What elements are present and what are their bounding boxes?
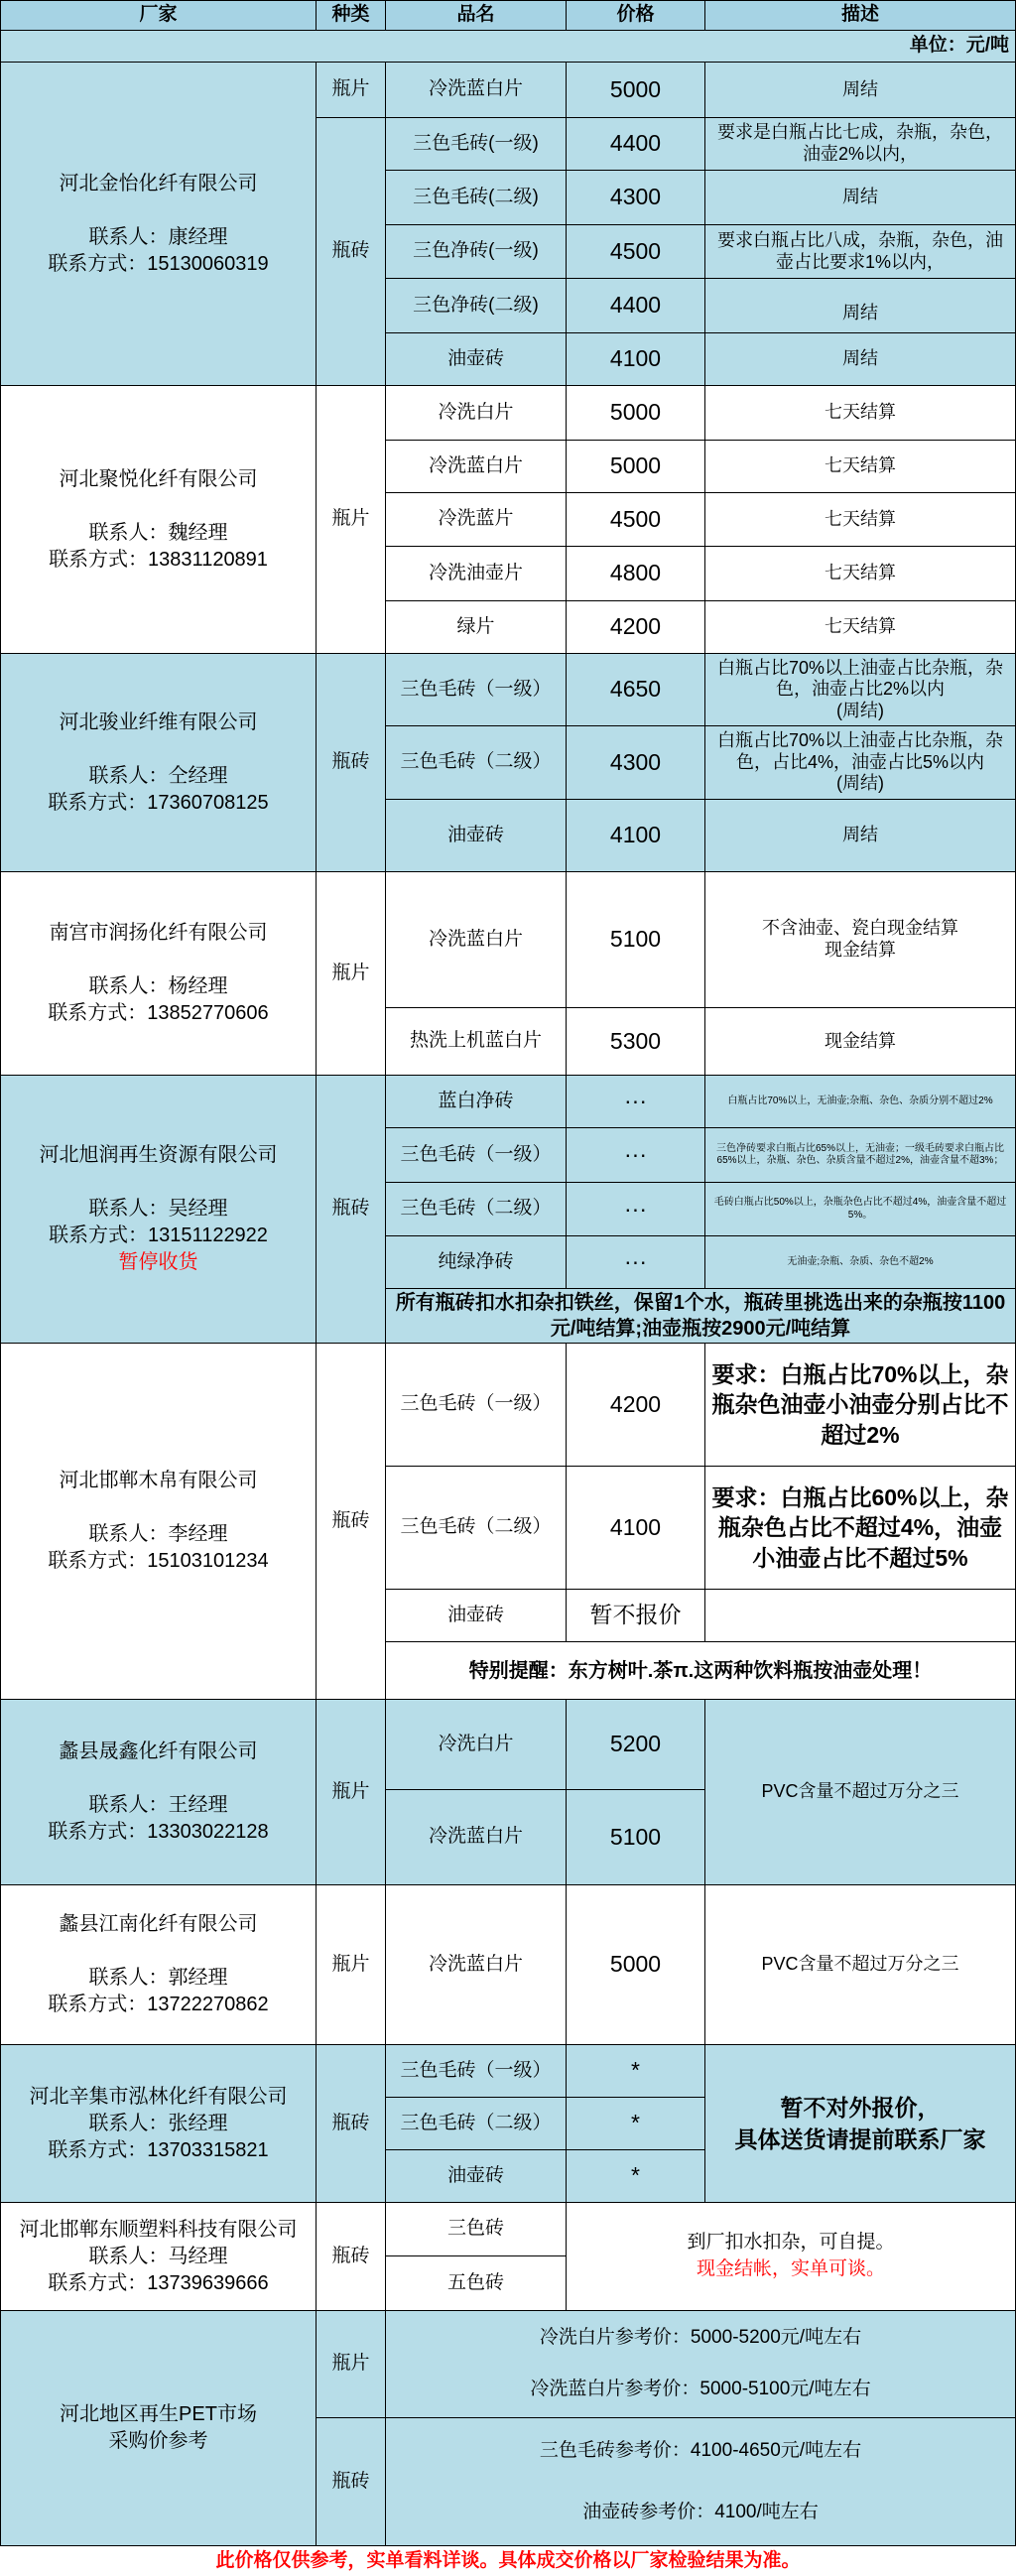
product-name: 蓝白净砖 xyxy=(386,1076,567,1128)
product-type: 瓶砖 xyxy=(317,118,386,386)
company-name: 蠡县江南化纤有限公司 xyxy=(59,1913,258,1935)
price: 4100 xyxy=(567,800,705,872)
reference-price-line: 三色毛砖参考价：4100-4650元/吨左右 xyxy=(539,2439,862,2461)
contact-phone: 联系方式：13739639666 xyxy=(48,2271,269,2294)
company-cell xyxy=(0,63,317,386)
contact-phone: 联系方式：13722270862 xyxy=(48,1994,269,2015)
company-note: 所有瓶砖扣水扣杂扣铁丝，保留1个水，瓶砖里挑选出来的杂瓶按1100元/吨结算;油壶瓶按2900元/吨结算 xyxy=(386,1289,1016,1344)
contact-person: 联系人：马经理 xyxy=(88,2245,228,2267)
header-price: 价格 xyxy=(567,0,705,31)
reference-price-line: 冷洗白片参考价：5000-5200元/吨左右 xyxy=(539,2327,862,2349)
contact-person: 联系人：张经理 xyxy=(88,2112,228,2134)
description: 周结 xyxy=(705,800,1016,872)
contact-phone: 联系方式：13831120891 xyxy=(49,548,268,571)
price: ··· xyxy=(567,1128,705,1183)
description-note: 现金结帐，实单可谈。 xyxy=(696,2258,885,2279)
product-type: 瓶砖 xyxy=(317,2418,386,2546)
description: 周结 xyxy=(705,333,1016,386)
description: 七天结算 xyxy=(705,493,1016,547)
contact-person: 联系人：康经理 xyxy=(88,225,228,248)
product-name: 油壶砖 xyxy=(386,333,567,386)
contact-phone: 联系方式：13151122922 xyxy=(49,1224,268,1246)
contact-phone: 联系方式：15130060319 xyxy=(48,252,269,275)
description: 三色净砖要求白瓶占比65%以上，无油壶；一级毛砖要求白瓶占比65%以上，杂瓶、杂色、杂质含量不超过2%，油壶含量不超3%； xyxy=(705,1128,1016,1183)
product-type: 瓶砖 xyxy=(317,2045,386,2203)
reference-title: 河北地区再生PET市场 xyxy=(60,2403,257,2425)
product-name: 三色毛砖（一级） xyxy=(386,1128,567,1183)
contact-phone: 联系方式：17360708125 xyxy=(48,791,269,814)
product-name: 三色毛砖（二级） xyxy=(386,1467,567,1590)
contact-phone: 联系方式：13852770606 xyxy=(48,1002,269,1024)
contact-person: 联系人：仝经理 xyxy=(88,764,228,787)
description xyxy=(705,2045,1016,2203)
product-type: 瓶砖 xyxy=(317,2203,386,2311)
company-cell xyxy=(0,872,317,1076)
description-note: 现金结算 xyxy=(825,940,896,960)
contact-phone: 联系方式：13303022128 xyxy=(48,1821,269,1843)
description-text: 白瓶占比70%以上油壶占比杂瓶，杂色，占比4%，油壶占比5%以内 xyxy=(716,730,1004,772)
description xyxy=(705,872,1016,1008)
product-type: 瓶片 xyxy=(317,63,386,118)
description: 无油壶;杂瓶、杂质、杂色不超2% xyxy=(705,1236,1016,1289)
description: 白瓶占比70%以上，无油壶;杂瓶、杂色、杂质分别不超过2% xyxy=(705,1076,1016,1128)
product-name: 冷洗蓝白片 xyxy=(386,441,567,493)
product-type: 瓶片 xyxy=(317,386,386,654)
reference-subtitle: 采购价参考 xyxy=(108,2430,208,2452)
contact-person: 联系人：吴经理 xyxy=(88,1198,228,1220)
company-name: 河北邯郸东顺塑料科技有限公司 xyxy=(19,2218,298,2241)
description xyxy=(705,726,1016,800)
product-name: 三色毛砖（二级） xyxy=(386,1183,567,1236)
contact-person: 联系人：王经理 xyxy=(88,1794,228,1816)
product-name: 三色毛砖（一级） xyxy=(386,1344,567,1467)
price: 4200 xyxy=(567,1344,705,1467)
price: * xyxy=(567,2045,705,2098)
description: 要求白瓶占比八成，杂瓶，杂色，油壶占比要求1%以内， xyxy=(705,225,1016,279)
company-cell xyxy=(0,654,317,872)
description xyxy=(705,654,1016,726)
reference-title-cell xyxy=(0,2311,317,2546)
price: 4400 xyxy=(567,279,705,333)
price: 4200 xyxy=(567,601,705,654)
contact-person: 联系人：杨经理 xyxy=(88,975,228,997)
reference-prices xyxy=(386,2311,1016,2418)
company-cell xyxy=(0,2045,317,2203)
price: 4100 xyxy=(567,1467,705,1590)
description-text: 到厂扣水扣杂，可自提。 xyxy=(687,2232,895,2254)
status-badge: 暂停收货 xyxy=(118,1251,198,1273)
product-name: 三色砖 xyxy=(386,2203,567,2256)
price: * xyxy=(567,2098,705,2150)
description xyxy=(705,1590,1016,1642)
company-cell xyxy=(0,1344,317,1700)
price: ··· xyxy=(567,1236,705,1289)
price: 4300 xyxy=(567,171,705,225)
product-name: 三色毛砖(二级) xyxy=(386,171,567,225)
description: 七天结算 xyxy=(705,386,1016,441)
header-type: 种类 xyxy=(317,0,386,31)
price: 4300 xyxy=(567,726,705,800)
product-name: 纯绿净砖 xyxy=(386,1236,567,1289)
description: PVC含量不超过万分之三 xyxy=(705,1885,1016,2045)
product-type: 瓶砖 xyxy=(317,1344,386,1700)
product-name: 冷洗蓝白片 xyxy=(386,1885,567,2045)
company-name: 蠡县晟鑫化纤有限公司 xyxy=(59,1740,258,1762)
product-type: 瓶砖 xyxy=(317,654,386,872)
price: 暂不报价 xyxy=(567,1590,705,1642)
price: 5000 xyxy=(567,63,705,118)
price: 5000 xyxy=(567,1885,705,2045)
price: 4650 xyxy=(567,654,705,726)
company-note: 特别提醒：东方树叶.茶π.这两种饮料瓶按油壶处理！ xyxy=(386,1642,1016,1700)
product-name: 冷洗油壶片 xyxy=(386,547,567,601)
company-cell xyxy=(0,2203,317,2311)
description: 要求：白瓶占比60%以上，杂瓶杂色占比不超过4%，油壶小油壶占比不超过5% xyxy=(705,1467,1016,1590)
price: ··· xyxy=(567,1183,705,1236)
description: 七天结算 xyxy=(705,601,1016,654)
price: 4800 xyxy=(567,547,705,601)
product-name: 三色毛砖(一级) xyxy=(386,118,567,171)
company-name: 河北辛集市泓林化纤有限公司 xyxy=(29,2085,288,2108)
product-type: 瓶砖 xyxy=(317,1076,386,1344)
company-cell xyxy=(0,386,317,654)
description-text: 不含油壶、瓷白现金结算 xyxy=(762,918,958,939)
price: 5100 xyxy=(567,1790,705,1885)
product-type: 瓶片 xyxy=(317,872,386,1076)
product-name: 油壶砖 xyxy=(386,1590,567,1642)
product-name: 冷洗蓝白片 xyxy=(386,1790,567,1885)
product-name: 三色毛砖（二级） xyxy=(386,726,567,800)
description-note: (周结) xyxy=(836,700,884,720)
product-name: 冷洗白片 xyxy=(386,386,567,441)
description: 七天结算 xyxy=(705,547,1016,601)
description-text: 白瓶占比70%以上油壶占比杂瓶，杂色，油壶占比2%以内 xyxy=(716,657,1004,700)
reference-price-line: 油壶砖参考价：4100/吨左右 xyxy=(582,2501,819,2522)
contact-phone: 联系方式：15103101234 xyxy=(48,1550,269,1572)
company-name: 河北旭润再生资源有限公司 xyxy=(39,1144,278,1166)
description xyxy=(567,2203,1016,2311)
product-name: 绿片 xyxy=(386,601,567,654)
price: 5100 xyxy=(567,872,705,1008)
description-text: 暂不对外报价， xyxy=(780,2094,941,2121)
price: 4500 xyxy=(567,493,705,547)
description: 毛砖白瓶占比50%以上，杂瓶杂色占比不超过4%，油壶含量不超过5%。 xyxy=(705,1183,1016,1236)
company-cell xyxy=(0,1885,317,2045)
product-name: 三色毛砖（一级） xyxy=(386,654,567,726)
company-cell xyxy=(0,1700,317,1885)
description-note: (周结) xyxy=(836,773,884,794)
product-name: 热洗上机蓝白片 xyxy=(386,1008,567,1076)
description: 七天结算 xyxy=(705,441,1016,493)
header-product: 品名 xyxy=(386,0,567,31)
reference-price-line: 冷洗蓝白片参考价：5000-5100元/吨左右 xyxy=(530,2378,871,2399)
product-name: 冷洗蓝白片 xyxy=(386,63,567,118)
company-name: 河北骏业纤维有限公司 xyxy=(59,710,258,733)
price: 5300 xyxy=(567,1008,705,1076)
contact-person: 联系人：魏经理 xyxy=(88,521,228,544)
product-name: 冷洗白片 xyxy=(386,1700,567,1790)
company-name: 河北邯郸木帛有限公司 xyxy=(59,1470,258,1491)
product-name: 三色毛砖（一级） xyxy=(386,2045,567,2098)
header-company: 厂家 xyxy=(0,0,317,31)
disclaimer: 此价格仅供参考，实单看料详谈。具体成交价格以厂家检验结果为准。 xyxy=(0,2546,1016,2576)
price: 5200 xyxy=(567,1700,705,1790)
price: 5000 xyxy=(567,386,705,441)
product-type: 瓶片 xyxy=(317,1700,386,1885)
company-name: 河北金怡化纤有限公司 xyxy=(59,172,258,194)
price: 5000 xyxy=(567,441,705,493)
product-name: 冷洗蓝片 xyxy=(386,493,567,547)
company-name: 河北聚悦化纤有限公司 xyxy=(59,467,258,490)
product-name: 三色净砖(一级) xyxy=(386,225,567,279)
description-note: 具体送货请提前联系厂家 xyxy=(734,2126,986,2152)
description: 要求：白瓶占比70%以上，杂瓶杂色油壶小油壶分别占比不超过2% xyxy=(705,1344,1016,1467)
reference-prices xyxy=(386,2418,1016,2546)
price: * xyxy=(567,2150,705,2203)
price: 4400 xyxy=(567,118,705,171)
product-name: 冷洗蓝白片 xyxy=(386,872,567,1008)
price: ··· xyxy=(567,1076,705,1128)
contact-person: 联系人：郭经理 xyxy=(88,1967,228,1989)
price: 4500 xyxy=(567,225,705,279)
product-name: 三色毛砖（二级） xyxy=(386,2098,567,2150)
header-desc: 描述 xyxy=(705,0,1016,31)
price: 4100 xyxy=(567,333,705,386)
company-cell xyxy=(0,1076,317,1344)
company-name: 南宫市润扬化纤有限公司 xyxy=(49,922,268,944)
contact-phone: 联系方式：13703315821 xyxy=(48,2138,269,2161)
contact-person: 联系人：李经理 xyxy=(88,1523,228,1545)
description: 现金结算 xyxy=(705,1008,1016,1076)
product-type: 瓶片 xyxy=(317,1885,386,2045)
unit-label: 单位：元/吨 xyxy=(0,31,1016,63)
product-name: 三色净砖(二级) xyxy=(386,279,567,333)
description: 要求是白瓶占比七成，杂瓶，杂色，油壶2%以内， xyxy=(705,118,1016,171)
product-name: 油壶砖 xyxy=(386,2150,567,2203)
product-name: 五色砖 xyxy=(386,2256,567,2311)
product-type: 瓶片 xyxy=(317,2311,386,2418)
description: 周结 xyxy=(705,63,1016,118)
description: PVC含量不超过万分之三 xyxy=(705,1700,1016,1885)
description: 周结 xyxy=(705,279,1016,333)
description: 周结 xyxy=(705,171,1016,225)
product-name: 油壶砖 xyxy=(386,800,567,872)
